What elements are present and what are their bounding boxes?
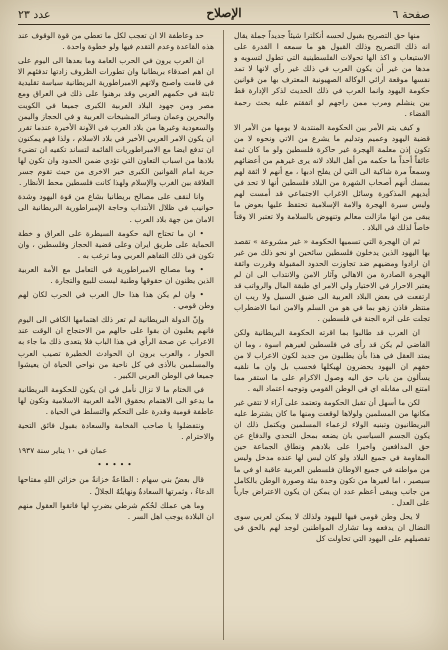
paragraph: ان العرب قد طالبوا بما اقرته الحكومة البريطانية ولكن القاضي لم يكن قد رأى في فلسطين لغيرهم اسوة ، وما ان يمتد العقل في هذا بأن يطلبون من جديد لكون الاعراب لا من حقهم ان اليهود يحضرون لهيكلها فحسب بل وان ما نلقيه يسألون من باب حق اليه وصول الاكرام على ما استقر مما امتنع الى مقابله اي في الوطن القومي وتوجيه اعتماد اليه . xyxy=(234,328,430,393)
left-column xyxy=(18,30,214,640)
paragraph: • ان ما تحتاج اليه حكومة السيطرة على العراق و خطة الحماية على طريق ايران وعلى قضية الحجاز وفلسطين ، وان تكون في ذلك التفاهم العربي وما ترغب به . xyxy=(18,228,214,260)
paragraph: • وان لم يكن هذا هذا حال العرب في الحرب لكان لهم وطن قومي . xyxy=(18,290,214,311)
paragraph: وإنّ الدولة البريطانية لم تعر ذلك اهتمامها الكافي الى اليوم فانهم يغلبون ان بقوا على حالهم من الاحتجاج ان الوقت عند الاعراب عن صحة الرأي في هذا الباب فلا يتعدى ذلك ما جاء به الحوار ، والعرب يرون ان الحوادث الخطيرة تصيب العرب والمسلمين بالأذى في كل ناحية من نواحي الحياة ان يعيشوا جميعا في الوطن العربي الكبير . xyxy=(18,315,214,380)
paragraph: لا يحل وطن قومي فيها لليهود ولذلك لا يمكن لعربي سوى النضال ان يدفعه وما تشارك المواطنين لوجد لهم بالحق في تفصيلهم على اليهود التي تحاولت كل xyxy=(234,511,430,544)
paragraph: منها حق التصريح بقبول لحسه أنكلترا شيئاً جديداً جملة يقال انه ذلك التصريح وذلك القبول هو ما سمعه ا القدرة على الاستيعاب و اكذ الها تحولات الفلسطينية التي تطول لتسويه و مدها من غير أن يكون العرب في ذلك غير رأي لانها لا تمد نفسها موقعة ارائي الوكالة الصهيونية المعترف بها من قوانين حكومة اليهود وانما العرب في ذلك الحديث لذكر الإدارة قط بين ينشلم ومرب ممن راجهم لو اتفقتم عليه بحث رحمة القضاء . xyxy=(234,31,430,118)
paragraph: ان العرب يرون في الحرب العامة وما بعدها الى اليوم على ان اهم اصدقاء بريطانيا وان تطورات الظروف زادتها تدفئهم الا في قامت واصبح ولاتهم الامبراطورية البريطانية سياسة تقليدية ثابتة في حكمهم العربي وقد برهنوا على ذلك في العراق ومع مصر ومن جهود البلاد العربية الكبرى جميعا في الكويت والبحرين وعمان وسائر المشيخات العربية و في الحجاز واليمن والسعودية وغيرها من بلاد العرب في الآونة الأخيرة عندما تقرر ان يكون الامر العربي الأخير في بلاد الاسلام ، ولذا فهم يمكنون ان تدفع ايضا مع الامبراطوريات القائمة لتساند تكفيه ان تضيء بلادها من اسباب التعاون التي تؤدي ضمن الحدود وان تكون لها حرية امام القوانين الكبرى خير الاخرى من حيث تقوم جسر العلاقة بين الغرب والإسلام ولهذا كانت فلسطين محط الأنظار . xyxy=(18,56,214,188)
page-header xyxy=(18,6,430,24)
paragraph: حد وعاطفة الا ان تعجب لكل ما تعطي من قوة الوقوف عند هذه القاعدة وعدم التقدم فيها ولو خطوة واحدة . xyxy=(18,31,214,52)
date-line: عمان في ١٠ يناير سنة ١٩٣٧ xyxy=(18,446,108,456)
issue-number: عدد ٢٣ xyxy=(18,8,51,21)
paragraph: و كيف يتم الأمر بين الحكومة المنتدبة لا يومها من الأمر الا قضية اليهود وعميم وتدليم ما يشرع من الاتي ونحوه لا من تكون إذن معلمة الهجرة غير حاكرة فلسطين ولو ما كان ثمة عائقاً أحداً ما حكمه من أهل البلاد لانه يرى غيرهم من أعضائهم وسمعاً مرة شاكية الى التي لن يفلح ادبها ، مع أنهم لا اثقة لهم بمسك أنهم أصحاب الشهرة من البلاد فلسطين أنها لا تحد في أيديهم المذكورة وسائل الاغراب الاجتماعي قد أمست لهم وليس سيرة الهجرة والامة الإسلامية تحتفظ عليها بعوض ما يبقى من انها مازالت معالم وتنهوض بالسلامة ولا تعتبر الا وقتاً خاصاً لذلك في البلاد . xyxy=(234,122,430,232)
header-rule xyxy=(18,24,430,25)
newspaper-title: الإصلاح xyxy=(206,6,242,20)
paragraph: ثم ان الهجرة التي تسميها الحكومة « غير مشروعة » تقصد بها اليهود الذين يدخلون فلسطين سائحين او نحو ذلك من غير ان ارادوا ومضيهم ضد تجاوزت الحدود المقبولة وقررت واثقة الهجرة الصادرة من الاهالي وآثار الامن والانتداب الى ان لم يعتبر الاحرار في الاختيار ولي الامر اي طبقة المال والرواتب قد ارتفعت في بعض البلاد العربية الى ضيق السبيل ولا ريب ان منتظر فاذن زهو بما في هو من السلم والامن انما الاضطراب تجلت على اثره الجنة في فلسطين . xyxy=(234,236,430,324)
verse-line: قال بعضُ بني سهام : الطاعةُ خزانةٌ من خزائن اللهِ مفتاحها الدعاءُ ، وثمرتها السعادةُ ونهايتُهُ الجلالُ . xyxy=(18,475,214,496)
paragraph: وانا لنقف على مصالح بريطانيا بشاع من قوة اليهود وشدة حوانيب في ظلال الأنتداب وحاجة الإمبراطورية البريطانية الى الامان من جهة بلاد العرب . xyxy=(18,192,214,224)
paragraph: • وما مصالح الامبراطورية في التعامل مع الأمة العربية الذين يظنون ان حقوقها وطنية ليست للبيع والتجارة . xyxy=(18,264,214,285)
right-column xyxy=(234,30,430,640)
verse-line: وما هي عملك لحُكمِ شرطي بضربٍ لها فاتقوا العقول منهم ان البلادة يوجب اهل السر . xyxy=(18,500,214,521)
closing: ونتفضلوا يا صاحب الفخامة والسعادة بقبول فائق التحية والاحترام . xyxy=(18,421,214,442)
column-divider xyxy=(223,30,224,640)
page-number: صفحة ٦ xyxy=(392,8,430,21)
separator-ornament: ••••• xyxy=(97,460,135,470)
paragraph: لكن ما أسهل أن تقبل الحكومة وتعتمد على آراء لا تتقي غير مكانها من المسلمين ولولاها لوقعت ومنها ما كان يشترط عليه البريطانيون وتبنيه الولاء لزعماء المسلمين ويكتمل ذلك ان يكون الجسم السياسي بان يضعه بمحل التحدي والدفاع عن حق المدافعين واخيرا على بلادهم ونطاق الجماعة حين المقاومة في جميع البلاد ولو كان ليس لها عنده مدخل وليس من مواطنه في جميع الاوطان فلسطين العربية عاقبة او في ما سيصير ، اما لغيرها من تكون وحدة بيئة وصورة الوطن بالكامل من جانب ويبقى أعظم عدد ان يمكن ان يكون الاعتراض جارياً على العدل . xyxy=(234,398,430,507)
paragraph: في الختام ما لا نزال نأمل في ان يكون للحكومة البريطانية ما يدعو الى الاهتمام بحقوق الأمة العربية الاسلامية وتكون لها عاطفة قومية وقدرة على التحكم والتسلط في الحياة . xyxy=(18,384,214,416)
